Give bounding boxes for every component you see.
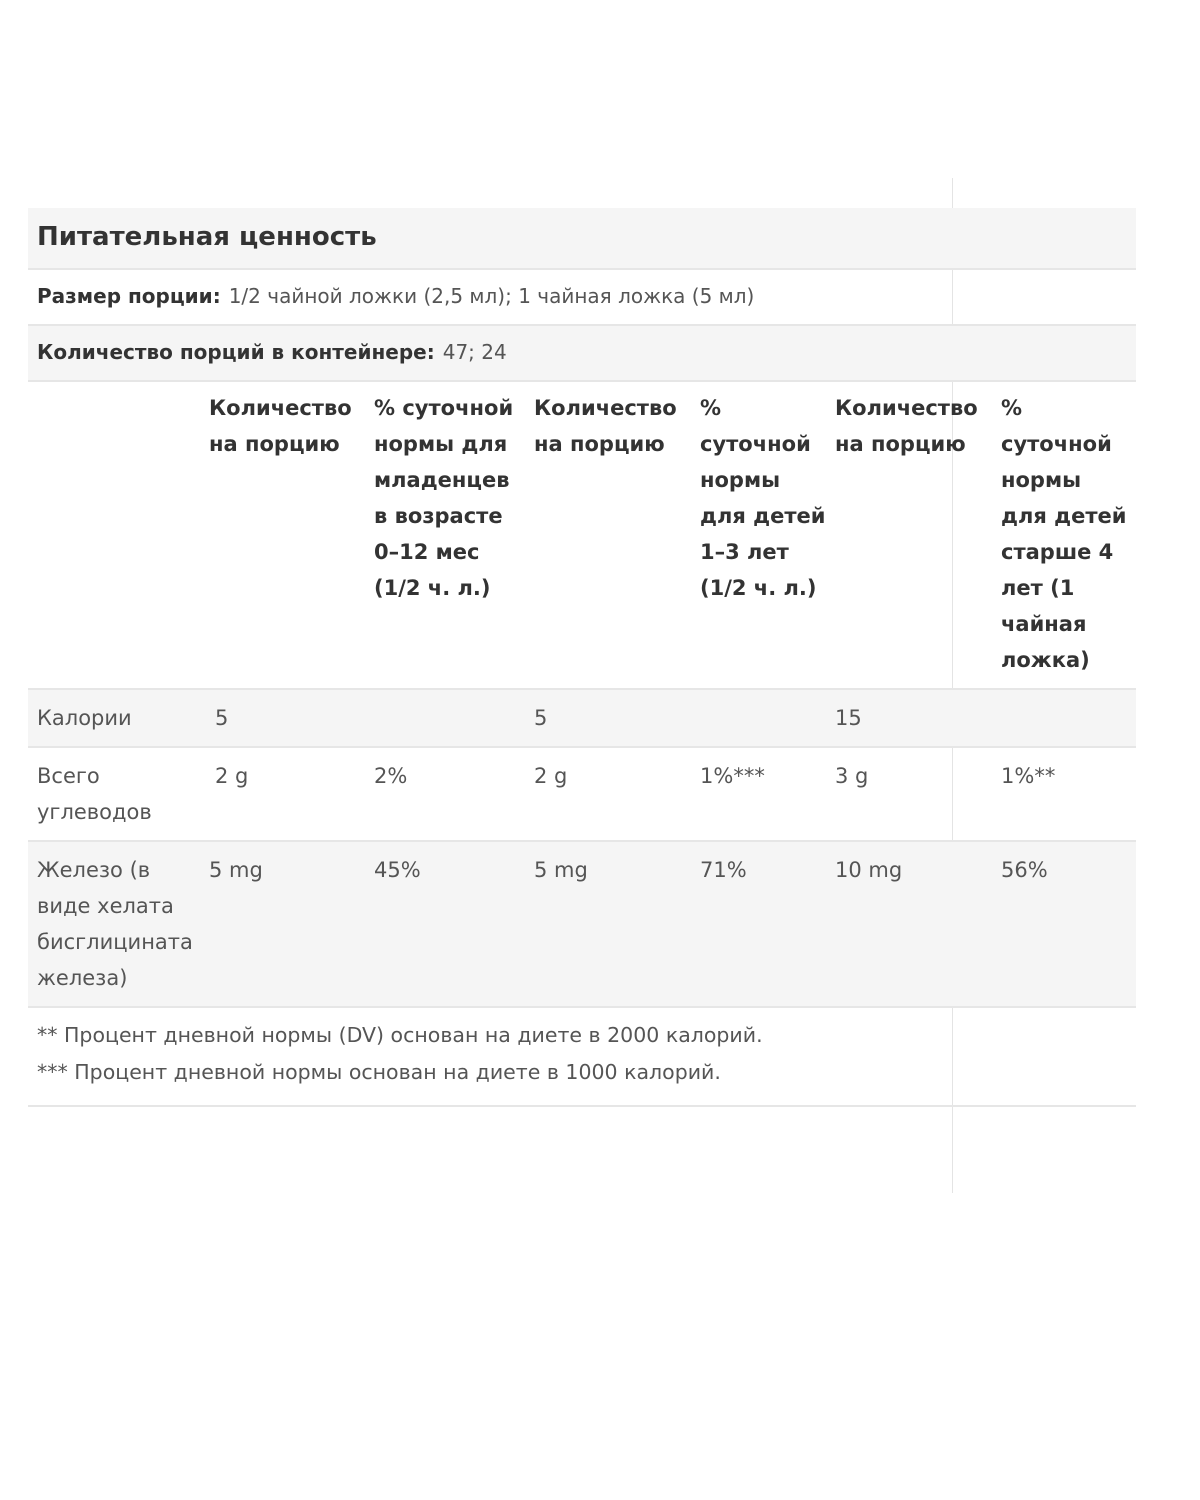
table-cell: 45% — [374, 858, 421, 882]
footnote: ** Процент дневной нормы (DV) основан на диете в 2000 калорий. — [37, 1023, 763, 1047]
table-cell: 71% — [700, 858, 747, 882]
table-cell — [1001, 700, 1136, 736]
table-cell: 5 — [534, 706, 548, 730]
serving-size-row — [28, 270, 1136, 326]
nutrient-name: Железо (в виде хелата бисглицината железа) — [37, 858, 193, 990]
footnotes — [28, 1008, 1136, 1107]
column-header: Количество на порцию — [209, 396, 352, 456]
table-cell: 2% — [374, 764, 408, 788]
column-header: % суточной нормы для детей старше 4 лет (1 чайная ложка) — [1001, 396, 1127, 672]
table-cell: 10 mg — [835, 858, 903, 882]
table-cell — [700, 700, 835, 736]
table-cell: 5 mg — [209, 858, 263, 882]
table-cell: 3 g — [835, 764, 869, 788]
table-cell: 2 g — [534, 764, 568, 788]
serving-size-label: Размер порции: — [37, 284, 221, 308]
table-row — [28, 748, 1136, 842]
table-title: Питательная ценность — [28, 208, 1136, 270]
column-header: Количество на порцию — [534, 396, 677, 456]
column-header: % суточной нормы для младенцев в возрасте 0–12 мес (1/2 ч. л.) — [374, 396, 514, 600]
servings-per-container-row — [28, 326, 1136, 382]
column-header: Количество на порцию — [835, 396, 978, 456]
nutrition-facts-table — [28, 208, 1136, 1107]
table-cell: 5 — [215, 706, 229, 730]
table-cell: 2 g — [215, 764, 249, 788]
table-row — [28, 690, 1136, 748]
table-cell: 1%** — [1001, 764, 1056, 788]
table-cell — [374, 700, 534, 736]
table-cell: 56% — [1001, 858, 1048, 882]
column-header — [28, 390, 209, 678]
servings-value: 47; 24 — [442, 340, 507, 364]
nutrient-name: Калории — [37, 706, 132, 730]
table-header-row — [28, 382, 1136, 690]
footnote: *** Процент дневной нормы основан на диете в 1000 калорий. — [37, 1060, 721, 1084]
table-cell: 1%*** — [700, 764, 765, 788]
serving-size-value: 1/2 чайной ложки (2,5 мл); 1 чайная ложка (5 мл) — [228, 284, 755, 308]
table-cell: 5 mg — [534, 858, 588, 882]
table-row — [28, 842, 1136, 1008]
column-header: % суточной нормы для детей 1–3 лет (1/2 ч. л.) — [700, 396, 826, 600]
table-cell: 15 — [835, 706, 862, 730]
nutrient-name: Всего углеводов — [37, 764, 152, 824]
servings-label: Количество порций в контейнере: — [37, 340, 435, 364]
